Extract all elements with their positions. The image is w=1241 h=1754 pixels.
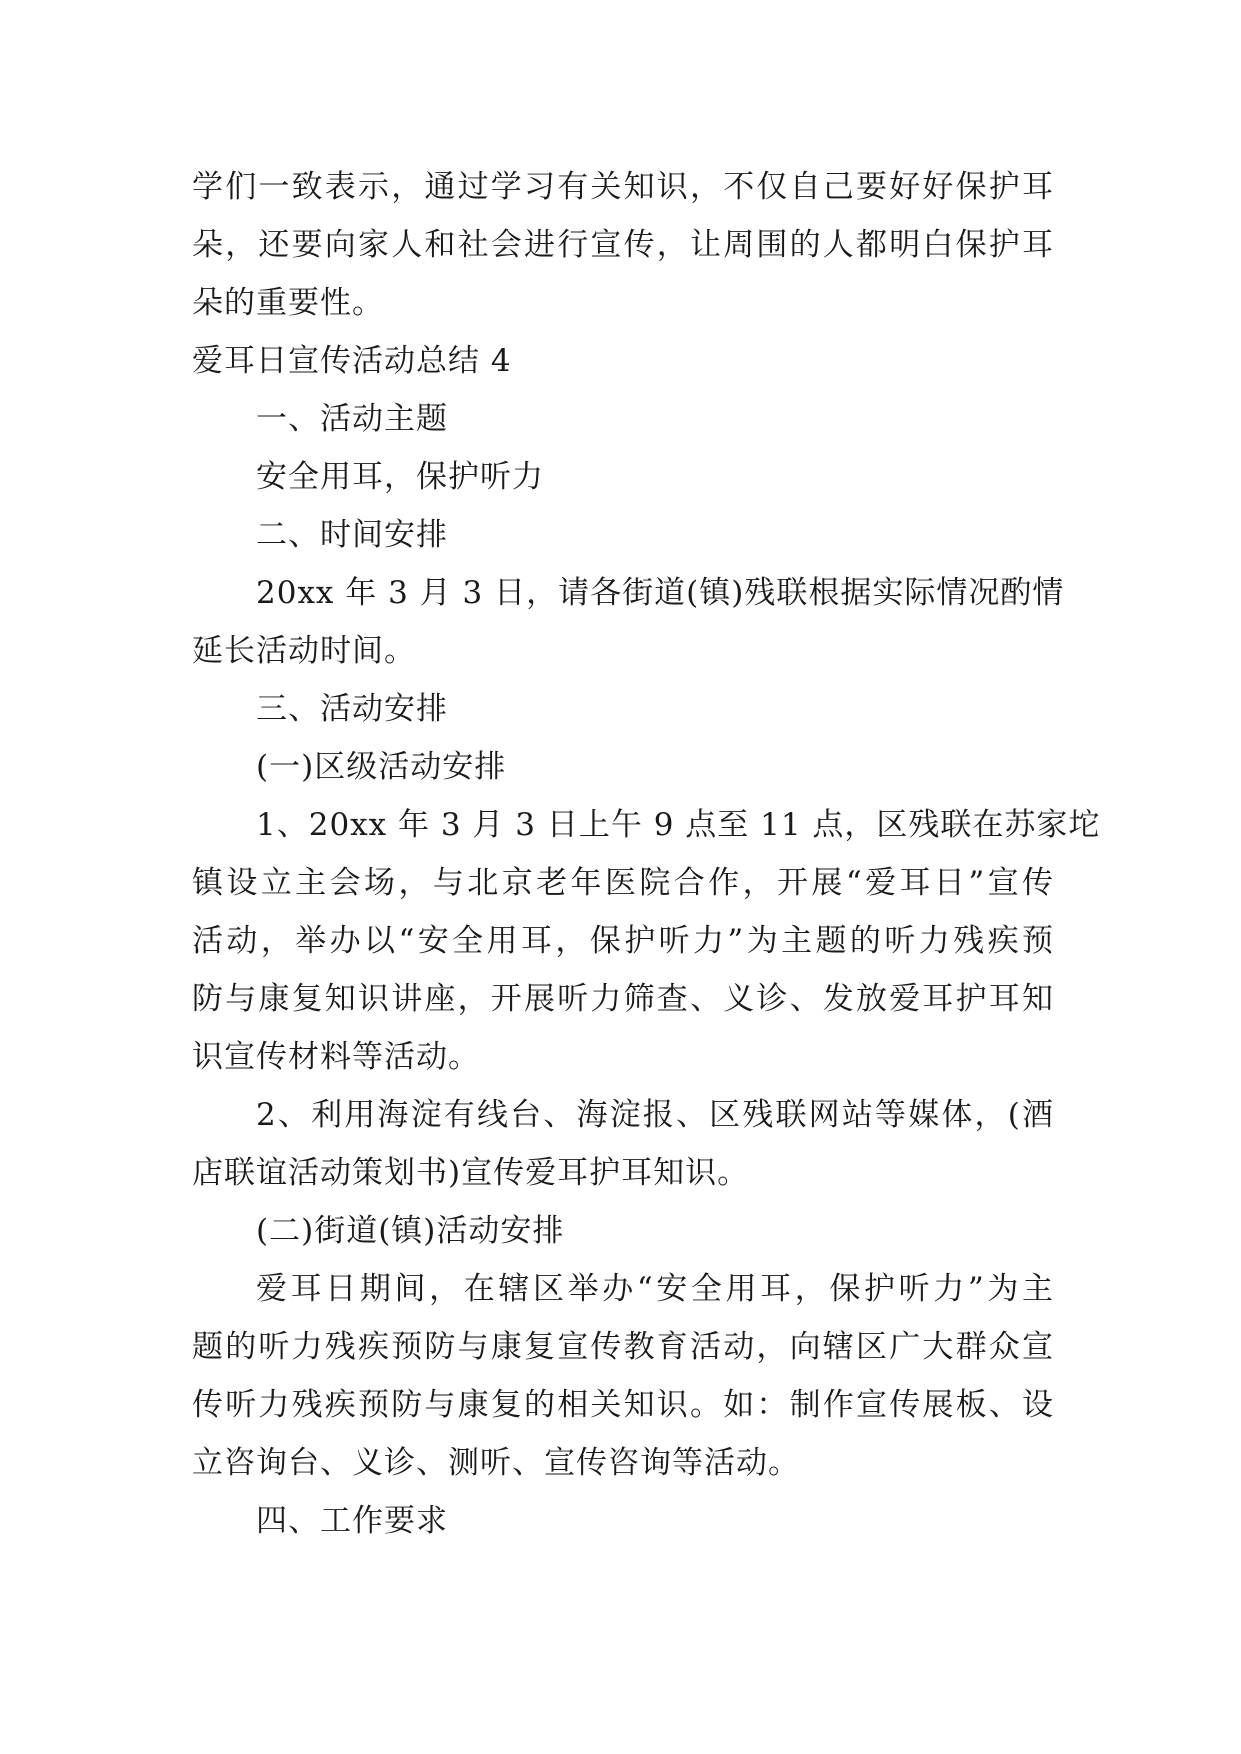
text-line: 2、利用海淀有线台、海淀报、区残联网站等媒体，(酒 bbox=[256, 1097, 1054, 1133]
text-line: 镇设立主会场，与北京老年医院合作，开展“爱耳日”宣传 bbox=[192, 865, 1054, 901]
text-line: (一)区级活动安排 bbox=[256, 749, 507, 785]
text-line: 一、活动主题 bbox=[256, 401, 448, 437]
text-line: 活动，举办以“安全用耳，保护听力”为主题的听力残疾预 bbox=[192, 923, 1054, 959]
text-line: 立咨询台、义诊、测听、宣传咨询等活动。 bbox=[192, 1445, 800, 1481]
text-line: 传听力残疾预防与康复的相关知识。如：制作宣传展板、设 bbox=[192, 1387, 1054, 1423]
document-page bbox=[192, 158, 1101, 1550]
text-line: 三、活动安排 bbox=[256, 691, 448, 727]
text-line: 防与康复知识讲座，开展听力筛查、义诊、发放爱耳护耳知 bbox=[192, 981, 1054, 1017]
text-line: 安全用耳，保护听力 bbox=[256, 459, 544, 495]
text-line: 二、时间安排 bbox=[256, 517, 448, 553]
text-line: 店联谊活动策划书)宣传爱耳护耳知识。 bbox=[192, 1155, 750, 1191]
text-line: 朵的重要性。 bbox=[192, 285, 384, 321]
text-line: 识宣传材料等活动。 bbox=[192, 1039, 480, 1075]
text-line: 四、工作要求 bbox=[256, 1503, 448, 1539]
text-line: 学们一致表示，通过学习有关知识，不仅自己要好好保护耳 bbox=[192, 169, 1054, 205]
text-line: 爱耳日宣传活动总结 4 bbox=[192, 343, 512, 379]
text-line: 1、20xx 年 3 月 3 日上午 9 点至 11 点，区残联在苏家坨 bbox=[256, 807, 1101, 843]
text-line: 20xx 年 3 月 3 日，请各街道(镇)残联根据实际情况酌情 bbox=[256, 575, 1065, 611]
text-line: 题的听力残疾预防与康复宣传教育活动，向辖区广大群众宣 bbox=[192, 1329, 1054, 1365]
text-line: 爱耳日期间，在辖区举办“安全用耳，保护听力”为主 bbox=[256, 1271, 1054, 1307]
text-line: 延长活动时间。 bbox=[192, 633, 416, 669]
text-line: 朵，还要向家人和社会进行宣传，让周围的人都明白保护耳 bbox=[192, 227, 1054, 263]
text-line: (二)街道(镇)活动安排 bbox=[256, 1213, 565, 1249]
